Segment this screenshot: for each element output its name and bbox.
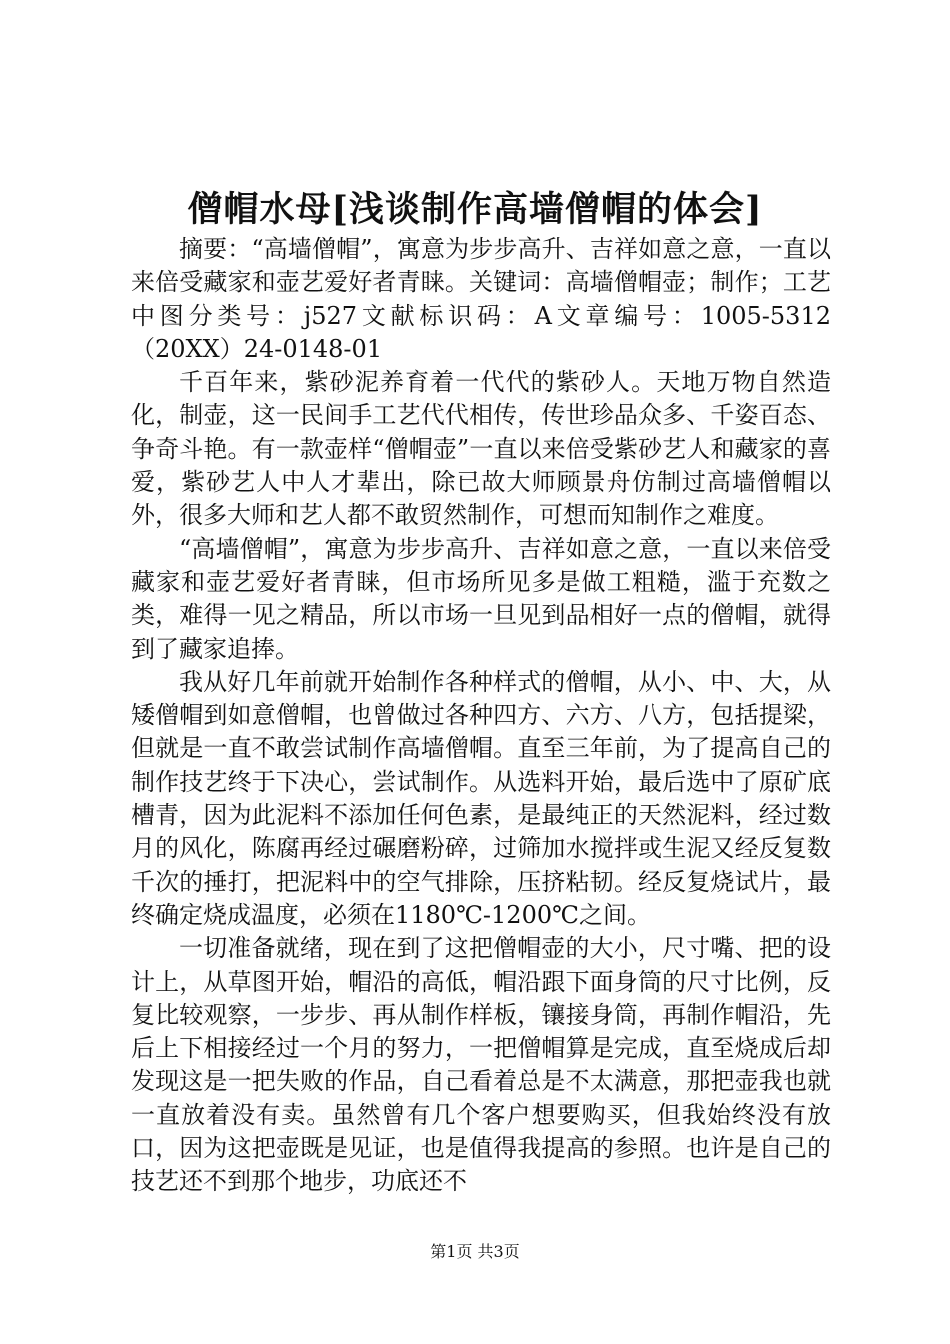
document-body [131,233,831,1199]
body-paragraph: 千百年来，紫砂泥养育着一代代的紫砂人。天地万物自然造化，制壶，这一民间手工艺代代相传，传世珍品众多、千姿百态、争奇斗艳。有一款壶样“僧帽壶”一直以来倍受紫砂艺人和藏家的喜爱，紫砂艺人中人才辈出，除已故大师顾景舟仿制过高墙僧帽以外，很多大师和艺人都不敢贸然制作，可想而知制作之难度。 [131,368,831,530]
document-title: 僧帽水母[浅谈制作高墙僧帽的体会] [187,189,763,230]
body-paragraph: 我从好几年前就开始制作各种样式的僧帽，从小、中、大，从矮僧帽到如意僧帽，也曾做过各种四方、六方、八方，包括提梁，但就是一直不敢尝试制作高墙僧帽。直至三年前，为了提高自己的制作技艺终于下决心，尝试制作。从选料开始，最后选中了原矿底槽青，因为此泥料不添加任何色素，是最纯正的天然泥料，经过数月的风化，陈腐再经过碾磨粉碎，过筛加水搅拌或生泥又经反复数千次的捶打，把泥料中的空气排除，压挤粘韧。经反复烧试片，最终确定烧成温度，必须在1180℃-1200℃之间。 [131,667,831,929]
body-paragraph: “高墙僧帽”，寓意为步步高升、吉祥如意之意，一直以来倍受藏家和壶艺爱好者青睐，但市场所见多是做工粗糙，滥于充数之类，难得一见之精品，所以市场一旦见到品相好一点的僧帽，就得到了藏家追捧。 [131,534,831,663]
abstract-paragraph: 摘要：“高墙僧帽”，寓意为步步高升、吉祥如意之意，一直以来倍受藏家和壶艺爱好者青睐。关键词：高墙僧帽壶；制作；工艺中图分类号：j527文献标识码：A文章编号：1005-5312（20XX）24-0148-01 [131,235,831,363]
body-paragraph: 一切准备就绪，现在到了这把僧帽壶的大小，尺寸嘴、把的设计上，从草图开始，帽沿的高低，帽沿跟下面身筒的尺寸比例，反复比较观察，一步步、再从制作样板，镶接身筒，再制作帽沿，先后上下相接经过一个月的努力，一把僧帽算是完成，直至烧成后却发现这是一把失败的作品，自己看着总是不太满意，那把壶我也就一直放着没有卖。虽然曾有几个客户想要购买，但我始终没有放口，因为这把壶既是见证，也是值得我提高的参照。也许是自己的技艺还不到那个地步，功底还不 [131,934,831,1196]
page-number-footer: 第1页 共3页 [430,1242,520,1261]
